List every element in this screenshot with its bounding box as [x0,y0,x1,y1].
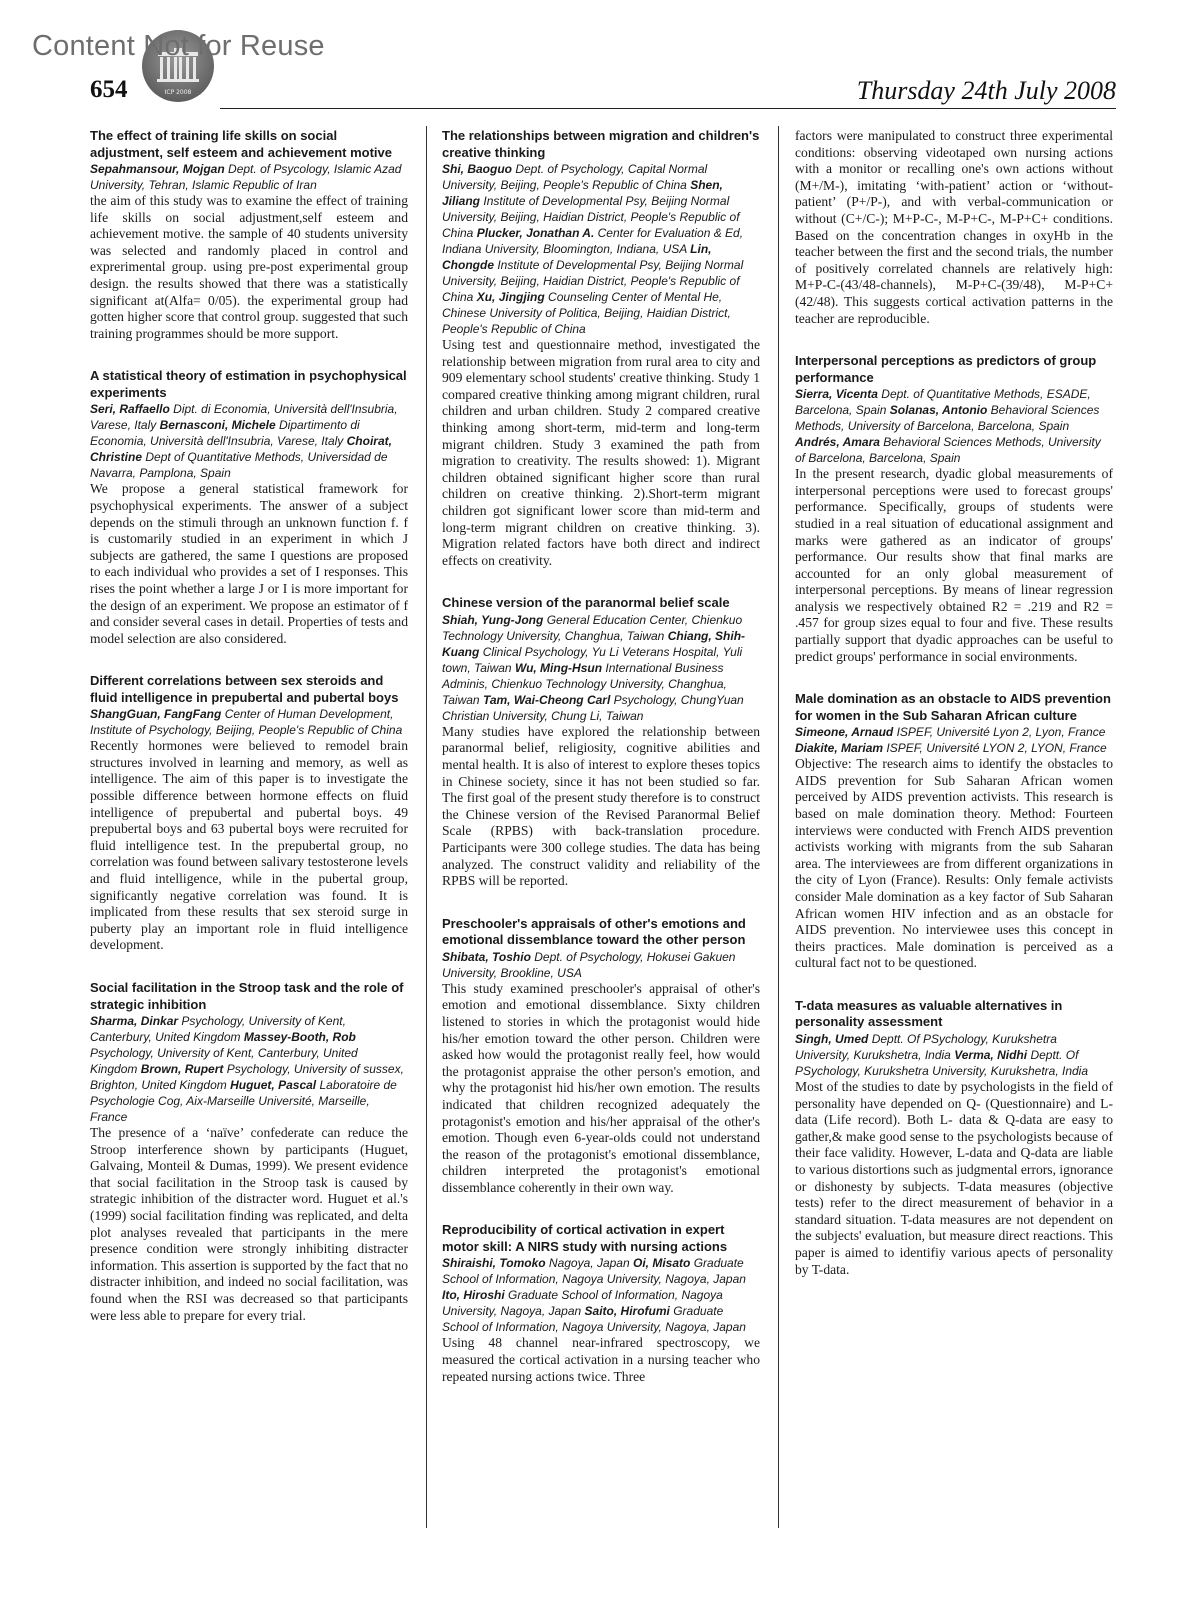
abstract-title: A statistical theory of estimation in psychophysical experiments [90,368,407,400]
abstract-body: Most of the studies to date by psychologists in the field of personality have depended on Q- (Questionnaire) and L-data (Life record). Both L- data & Q-data are easy to gather,& make good sense to the psychologists because of their face validity. However, L-data and Q-data are liable to various distortions such as judgmental errors, ignorance or dishonesty by subjects. T-data measures (objective tests) refer to the direct measurement of behavior in a standard situation. T-data measures are not dependent on the subjects' evaluation, but measure direct reactions. This paper is aimed to identifiy various apects of personality by T-data. [795,1078,1113,1277]
author-name: Shiraishi, Tomoko [442,1256,546,1271]
abstract-body: The presence of a ‘naïve’ confederate can reduce the Stroop interference shown by participants (Huguet, Galvaing, Monteil & Dumas, 1999). We present evidence that social facilitation in the Stroop task is caused by strategic inhibition of the distracter word. Huguet et al.'s (1999) social facilitation finding was replicated, and delta plot analyses revealed that participants in the mere presence condition were strongly inhibiting distracter information. This assertion is supported by the fact that no distracter inhibition, and indeed no social facilitation, was found when the RSI was decreased so that participants were less able to prepare for every trial. [90,1125,408,1323]
author-affiliation: Dept. of Quantitative Methods, ESADE, Barcelona, Spain [795,387,1091,418]
author-list [442,949,760,981]
author-name: Lin, Chongde [442,242,712,272]
author-affiliation: Dept of Quantitative Methods, Universidad de Navarra, Pamplona, Spain [90,450,388,481]
author-name: ShangGuan, FangFang [90,707,222,722]
abstract-title: Preschooler's appraisals of other's emotions and emotional dissemblance toward the other person [442,915,746,948]
author-affiliation: General Education Center, Chienkuo Technology University, Changhua, Taiwan [442,612,743,643]
author-list [795,1031,1113,1079]
author-name: Sierra, Vicenta [795,387,878,402]
author-affiliation: Center for Evaluation & Ed, Indiana University, Bloomington, Indiana, USA [442,226,744,256]
author-affiliation: Dept. of Psychology, Capital Normal University, Beijing, People's Republic of China [442,162,708,192]
abstract-title: Chinese version of the paranormal belief scale [442,595,730,611]
author-name: Sharma, Dinkar [90,1014,179,1028]
abstract-title: Social facilitation in the Stroop task and the role of strategic inhibition [90,980,404,1012]
author-affiliation: ISPEF, Université Lyon 2, Lyon, France [896,725,1106,740]
author-affiliation: Deptt. Of PSychology, Kurukshetra University, Kurukshetra, India [795,1031,1057,1062]
abstract-title: T-data measures as valuable alternatives in personality assessment [795,997,1063,1030]
abstract [795,128,1113,327]
abstract-title: Interpersonal perceptions as predictors of group performance [795,353,1097,385]
author-name: Plucker, Jonathan A. [476,226,595,240]
author-name: Shibata, Toshio [442,949,531,964]
author-affiliation: Institute of Developmental Psy, Beijing Normal University, Beijing, Haidian District, People's Republic of China [442,194,740,240]
abstract [442,916,760,1197]
author-affiliation: Graduate School of Information, Nagoya University, Nagoya, Japan [442,1288,723,1319]
author-affiliation: Graduate School of Information, Nagoya University, Nagoya, Japan [442,1256,746,1287]
abstract [795,998,1113,1278]
author-name: Verma, Nidhi [954,1047,1028,1062]
author-affiliation: Graduate School of Information, Nagoya University, Nagoya, Japan [442,1304,746,1335]
abstract [795,691,1113,972]
author-name: Seri, Raffaello [90,402,170,417]
abstract-body: factors were manipulated to construct three experimental conditions: observing videotaped own nursing actions with a monitor or recalling one's own actions without (M+/M-), imitating ‘with-patient’ action or ‘without-patient’ (P+/P-), and with verbal-communication or without (C+/C-); M+P-C-, M-P+C-, M-P+C+ conditions. Based on the concentration changes in oxyHb in the teacher between the first and the second trials, the number of positively correlated channels are relatively high: M+P-C-(43/48-channels), M-P+C-(39/48), M-P+C+(42/48). This suggests cortical activation patterns in the teacher are reproducible. [795,128,1113,326]
abstract-body: In the present research, dyadic global measurements of interpersonal perceptions were used to forecast groups' performance. Specifically, groups of students were studied in a real situation of educational assignment and marks were gathered as an indicator of groups' performance. Our results show that final marks are accounted for an only global measurement of interpersonal perceptions. By means of linear regression analysis we respectively obtained R2 = .219 and R2 = .457 for group sizes equal to four and five. These results partially support that dyadic approaches can be useful to predict groups' performance in social environments. [795,466,1113,664]
abstract-title: Reproducibility of cortical activation in expert motor skill: A NIRS study with nursing actions [442,1222,728,1254]
column-3 [795,128,1113,1304]
author-name: Sepahmansour, Mojgan [90,162,225,176]
author-affiliation: Institute of Developmental Psy, Beijing Normal University, Beijing, Haidian District, People's Republic of China [442,258,744,304]
abstract-title: Different correlations between sex steroids and fluid intelligence in prepubertal and pubertal boys [90,673,399,705]
abstract [90,673,408,954]
logo-text: ICP 2008 [164,89,192,96]
author-list [795,386,1113,466]
author-affiliation: Dept. of Psycology, Islamic Azad University, Tehran, Islamic Republic of Iran [90,162,402,192]
author-affiliation: Behavioral Sciences Methods, University of Barcelona, Barcelona, Spain [795,403,1100,434]
author-affiliation: Psychology, University of Kent, Canterbury, United Kingdom [90,1014,346,1044]
page-header [90,72,1116,112]
author-name: Tam, Wai-Cheong Carl [482,692,611,707]
author-name: Brown, Rupert [140,1062,224,1076]
author-name: Massey-Booth, Rob [243,1030,356,1044]
author-name: Choirat, Christine [90,434,392,465]
abstract-body: Using test and questionnaire method, investigated the relationship between migration from rural area to city and 909 elementary school students' creative thinking. Study 1 compared creative thinking among migrant children, rural children and urban children. Study 2 compared creative thinking among short-term, mid-term and long-term migrant children. Study 3 examined the path from migration to creativity. The results showed: 1). Migrant children obtained significant higher score than rural children on creative thinking. 2).Short-term migrant children got significant lower score than mid-term and long-term migrant children on creative thinking. 3). Migration related factors have both direct and indirect effects on creativity. [442,337,760,568]
author-name: Chiang, Shih-Kuang [442,628,746,659]
author-name: Oi, Misato [633,1256,691,1271]
watermark: Content Not for Reuse [32,30,325,62]
author-name: Shen, Jiliang [442,178,723,208]
author-affiliation: International Business Adminis, Chienkuo Technology University, Changhua, Taiwan [442,660,727,707]
column-divider [778,126,779,1528]
author-name: Shiah, Yung-Jong [442,612,544,627]
abstract [90,980,408,1324]
abstract [90,368,408,647]
abstract-title: The relationships between migration and children's creative thinking [442,128,760,160]
author-name: Ito, Hiroshi [442,1288,505,1303]
abstract [442,595,760,889]
author-affiliation: Laboratoire de Psychologie Cog, Aix-Marseille Université, Marseille, France [90,1078,397,1124]
author-list [795,724,1113,756]
abstract-body: Using 48 channel near-infrared spectroscopy, we measured the cortical activation in a nursing teacher who repeated nursing actions twice. Three [442,1335,760,1384]
abstract-body: We propose a general statistical framework for psychophysical experiments. The answer of a subject depends on the stimuli through an unknown function f. f is customarily studied in an experiment in which J subjects are gathered, the same I questions are proposed to each individual who provides a set of I responses. This rises the point whether a large J or I is more important for the design of an experiment. We propose an estimator of f and consider several cases in detail. Properties of tests and model selection are also considered. [90,481,408,646]
abstract-body: Objective: The research aims to identify the obstacles to AIDS prevention for Sub Saharan African women perceived by AIDS prevention activists. This research is based on male domination theory. Method: Fourteen interviews were conducted with French AIDS prevention activists working with migrants from the sub Saharan area. The interviewees are from different organizations in the city of Lyon (France). Results: Only female activists consider Male domination as a key factor of Sub Saharan African women HIV infection and as an obstacle for AIDS prevention. No interviewee uses this concept in theirs practices. Male domination is perceived as a cultural fact not to be questioned. [795,756,1113,971]
author-list [90,401,408,481]
author-name: Bernasconi, Michele [159,418,276,433]
abstract [442,1222,760,1385]
author-affiliation: Behavioral Sciences Methods, University of Barcelona, Barcelona, Spain [795,435,1101,466]
author-name: Saito, Hirofumi [584,1304,670,1319]
author-affiliation: Psychology, ChungYuan Christian University, Chung Li, Taiwan [442,692,744,723]
author-affiliation: Deptt. Of PSychology, Kurukshetra University, Kurukshetra, India [795,1047,1089,1078]
author-list [442,161,760,337]
author-name: Simeone, Arnaud [795,725,894,740]
author-name: Singh, Umed [795,1031,869,1046]
page-number: 654 [90,76,128,103]
author-affiliation: Dipt. di Economia, Università dell'Insubria, Varese, Italy [90,402,398,433]
author-name: Shi, Baoguo [442,162,512,176]
author-list [442,612,760,724]
abstract-title: The effect of training life skills on social adjustment, self esteem and achievement motive [90,128,392,160]
author-list [90,706,408,738]
abstract-body: Recently hormones were believed to remodel brain structures involved in learning and memory, as well as intelligence. The aim of this paper is to investigate the possible difference between hormone effects on fluid intelligence of prepubertal and pubertal boys. 49 prepubertal boys and 63 pubertal boys were recruited for fluid intelligence test. In the prepubertal group, no correlation was found between salivary testosterone levels and fluid intelligence, while in the pubertal group, significantly negative correlation was found. It is implicated from these results that sex steroid surge in puberty play an important role in fluid intelligence development. [90,738,408,953]
author-name: Xu, Jingjing [476,290,545,304]
author-affiliation: Dipartimento di Economia, Università dell'Insubria, Varese, Italy [90,418,360,449]
author-name: Diakite, Mariam [795,741,884,756]
author-affiliation: Psychology, University of Kent, Canterbury, United Kingdom [90,1046,358,1076]
header-rule [220,108,1116,109]
author-list [90,161,408,193]
author-affiliation: Nagoya, Japan [548,1256,630,1271]
abstract [442,128,760,569]
author-list [442,1255,760,1335]
author-affiliation: ISPEF, Université LYON 2, LYON, France [886,741,1107,756]
author-affiliation: Counseling Center of Mental He, Chinese University of Politica, Beijing, Haidian District, People's Republic of China [442,290,731,336]
column-2 [442,128,760,1411]
author-name: Huguet, Pascal [230,1078,317,1092]
author-name: Wu, Ming-Hsun [514,660,603,675]
author-affiliation: Psychology, University of sussex, Brighton, United Kingdom [90,1062,404,1092]
abstract-body: This study examined preschooler's appraisal of other's emotion and emotional dissemblance. Sixty children listened to stories in which the protagonist would hide his/her emotion toward the other person. Children were asked how would the protagonist really feel, how would the protagonist appraise the other person's emotion, and why the protagonist hid his/her own emotion. The results indicated that children recognized adequately the protagonist's emotion and his/her appraisal of the other's emotion. Though even 6-year-olds could not understand the reason of the protagonist's emotional dissemblance, children interpreted the protagonist's emotional dissemblance coherently in their own way. [442,980,760,1195]
column-1 [90,128,408,1350]
abstract-body: Many studies have explored the relationship between paranormal belief, religiosity, cognitive abilities and mental health. It is also of interest to explore theses topics in Chinese society, since it has not been studied so far. The first goal of the present study therefore is to construct the Chinese version of the Revised Paranormal Belief Scale (RPBS) with back-translation procedure. Participants were 300 college studies. The data has being analyzed. The construct validity and reliability of the RPBS will be reported. [442,723,760,889]
column-divider [426,126,427,1528]
author-name: Andrés, Amara [795,435,880,450]
abstract [90,128,408,342]
abstract [795,353,1113,665]
author-affiliation: Center of Human Development, Institute of Psychology, Beijing, People's Republic of China [90,707,403,738]
author-name: Solanas, Antonio [889,403,988,418]
abstract-title: Male domination as an obstacle to AIDS prevention for women in the Sub Saharan African culture [795,691,1111,723]
author-list [90,1013,408,1125]
abstract-body: the aim of this study was to examine the effect of training life skills on social adjustment,self esteem and achievement motive. the sample of 40 students university was selected and randomly placed in control and exprerimental group. using pre-post experimental group design. the results showed that there was a statistically significant at(Alfa= 0/05). the experimental group had gotten higher score that control group. suggested that such training programmes should be more support. [90,193,408,341]
page-date: Thursday 24th July 2008 [856,76,1116,105]
author-affiliation: Clinical Psychology, Yu Li Veterans Hospital, Yuli town, Taiwan [442,644,743,675]
author-affiliation: Dept. of Psychology, Hokusei Gakuen University, Brookline, USA [442,949,736,980]
